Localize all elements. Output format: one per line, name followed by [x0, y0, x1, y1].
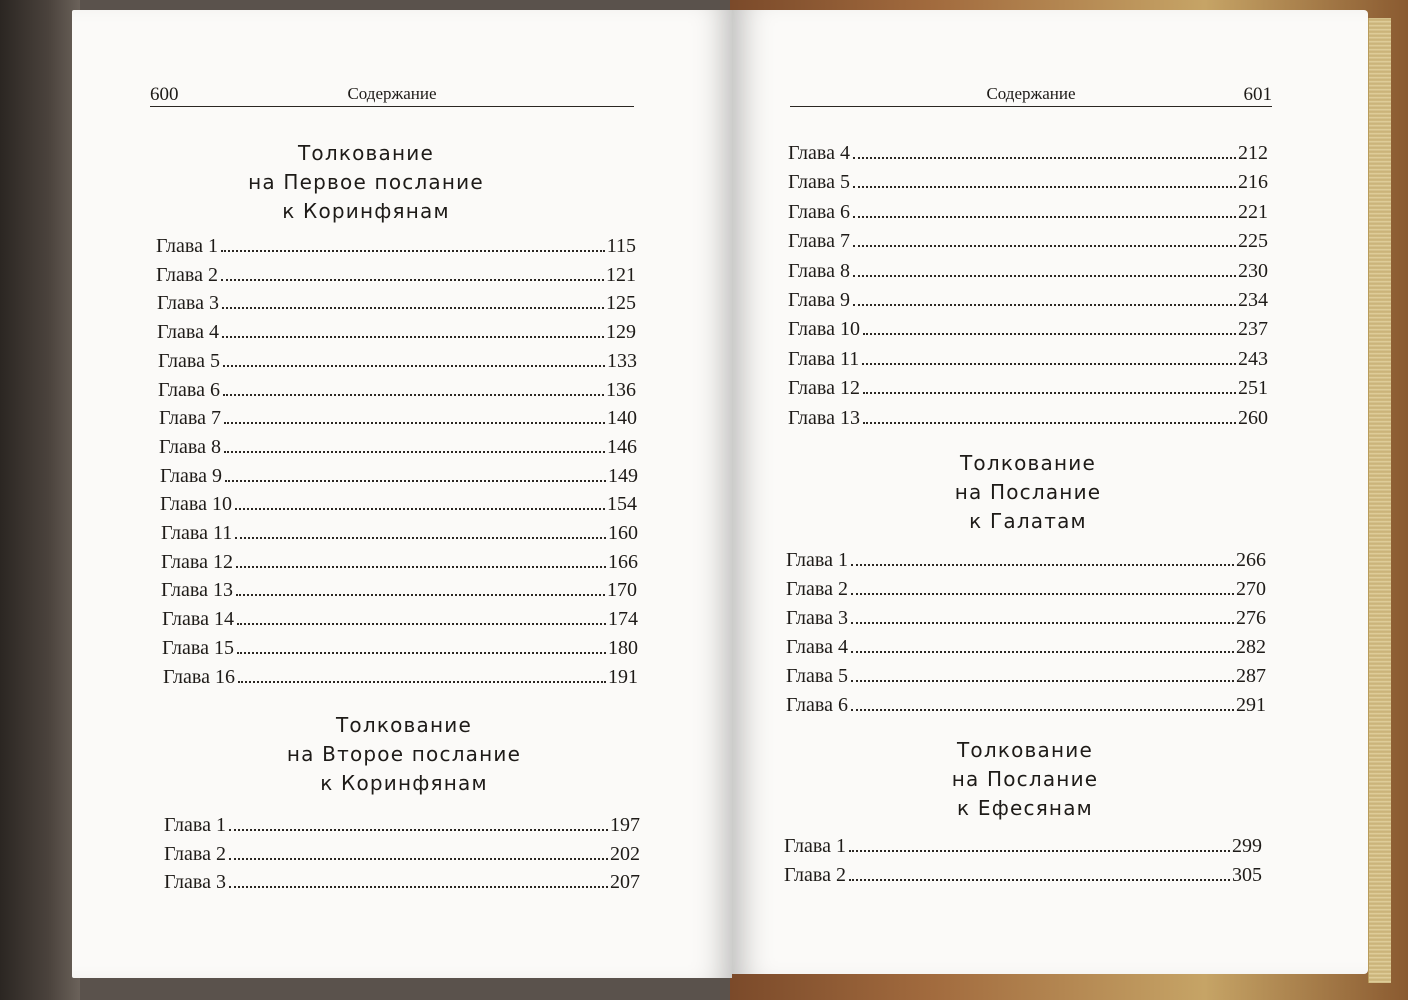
dot-leader [849, 879, 1230, 881]
dot-leader [851, 593, 1234, 595]
toc-entry-page: 180 [608, 637, 638, 659]
right-running-title: Содержание [986, 84, 1076, 103]
section-heading-line: Толкование [960, 451, 1096, 475]
toc-entry [784, 829, 1262, 858]
toc-entry [786, 688, 1266, 717]
toc-entry-page: 291 [1236, 694, 1266, 716]
toc-entry-label: Глава 11 [161, 522, 233, 544]
toc-entry-page: 299 [1232, 835, 1262, 857]
toc-entry-page: 170 [607, 579, 637, 601]
left-page-number: 600 [150, 84, 179, 105]
toc-entry-page: 125 [606, 292, 636, 314]
section-heading-line: на Второе послание [286, 742, 522, 766]
section-heading-line: к Галатам [969, 509, 1087, 533]
toc-entry [788, 136, 1268, 165]
toc-entry [163, 660, 638, 689]
toc-entry-page: 225 [1238, 230, 1268, 252]
toc-entry-label: Глава 5 [788, 171, 850, 193]
dot-leader [223, 394, 604, 396]
toc-entry-label: Глава 3 [786, 607, 848, 629]
dot-leader [236, 594, 605, 596]
dot-leader [853, 216, 1236, 218]
dot-leader [229, 886, 608, 888]
dot-leader [229, 829, 608, 831]
section-heading-line: к Коринфянам [320, 771, 488, 795]
toc-entry [164, 837, 640, 866]
dot-leader [223, 365, 605, 367]
dot-leader [236, 566, 606, 568]
toc-entry [788, 224, 1268, 253]
dot-leader [222, 336, 604, 338]
section-heading-line: к Ефесянам [957, 796, 1093, 820]
section-heading-line: Толкование [336, 713, 472, 737]
toc-entry-label: Глава 3 [164, 871, 226, 893]
toc-entry [156, 258, 636, 287]
toc-entry-label: Глава 10 [160, 493, 232, 515]
toc-entry-label: Глава 2 [156, 264, 218, 286]
toc-entry [157, 286, 636, 315]
toc-entry-page: 121 [606, 264, 636, 286]
toc-entry-label: Глава 10 [788, 318, 860, 340]
dot-leader [237, 652, 606, 654]
right-running-head [790, 78, 1272, 107]
left-running-title: Содержание [347, 84, 437, 103]
toc-entry-label: Глава 6 [786, 694, 848, 716]
toc-entry [156, 229, 636, 258]
toc-entry-page: 212 [1238, 142, 1268, 164]
toc-entry-label: Глава 4 [157, 321, 219, 343]
toc-entry-label: Глава 11 [788, 348, 860, 370]
dot-leader [862, 363, 1236, 365]
toc-entry [786, 572, 1266, 601]
toc-entry [162, 602, 638, 631]
toc-entry [788, 342, 1268, 371]
dot-leader [853, 186, 1236, 188]
toc-entry-label: Глава 5 [786, 665, 848, 687]
toc-entry [160, 459, 638, 488]
toc-entry-page: 221 [1238, 201, 1268, 223]
toc-entry [162, 631, 638, 660]
toc-entry-page: 270 [1236, 578, 1266, 600]
dot-leader [863, 333, 1236, 335]
toc-entry-label: Глава 12 [788, 377, 860, 399]
toc-entry [784, 858, 1262, 887]
toc-entry-page: 197 [610, 814, 640, 836]
toc-entry [158, 373, 636, 402]
toc-entry-page: 260 [1238, 407, 1268, 429]
toc-entry-page: 129 [606, 321, 636, 343]
toc-entry [788, 195, 1268, 224]
toc-entry-page: 266 [1236, 549, 1266, 571]
toc-entry-label: Глава 6 [158, 379, 220, 401]
toc-entry [786, 601, 1266, 630]
toc-entry [786, 659, 1266, 688]
dot-leader [221, 250, 605, 252]
toc-entry [788, 371, 1268, 400]
toc-entry [158, 344, 637, 373]
section-heading [825, 736, 1225, 823]
dot-leader [851, 680, 1234, 682]
dot-leader [851, 622, 1234, 624]
dot-leader [235, 537, 606, 539]
toc-entry-label: Глава 12 [161, 551, 233, 573]
toc-entry-page: 160 [608, 522, 638, 544]
dot-leader [863, 422, 1236, 424]
toc-entry [788, 254, 1268, 283]
toc-entry-page: 140 [607, 407, 637, 429]
toc-entry-label: Глава 7 [159, 407, 221, 429]
toc-entry-page: 136 [606, 379, 636, 401]
toc-entry [164, 808, 640, 837]
toc-entry [161, 545, 638, 574]
left-running-head [150, 78, 634, 107]
toc-entry [788, 312, 1268, 341]
page-edges [1368, 18, 1391, 983]
toc-entry-page: 166 [608, 551, 638, 573]
toc-entry-label: Глава 2 [786, 578, 848, 600]
section-heading [204, 711, 604, 798]
toc-entry-label: Глава 16 [163, 666, 235, 688]
toc-entry [788, 165, 1268, 194]
toc-entry-label: Глава 2 [784, 864, 846, 886]
toc-entry [161, 573, 637, 602]
dot-leader [235, 508, 605, 510]
toc-entry-page: 276 [1236, 607, 1266, 629]
section-heading-line: Толкование [298, 141, 434, 165]
toc-entry-page: 234 [1238, 289, 1268, 311]
toc-entry [160, 487, 637, 516]
toc-entry-page: 305 [1232, 864, 1262, 886]
toc-entry-label: Глава 5 [158, 350, 220, 372]
toc-entry-page: 115 [606, 235, 636, 257]
toc-entry [159, 401, 637, 430]
toc-entry [786, 630, 1266, 659]
toc-entry-label: Глава 1 [786, 549, 848, 571]
toc-entry-page: 146 [607, 436, 637, 458]
dot-leader [853, 157, 1236, 159]
section-heading-line: к Коринфянам [282, 199, 450, 223]
toc-entry-label: Глава 2 [164, 843, 226, 865]
toc-entry [157, 315, 636, 344]
table-background-left [0, 0, 80, 1000]
dot-leader [853, 304, 1236, 306]
toc-entry-label: Глава 9 [788, 289, 850, 311]
section-heading-line: на Послание [954, 480, 1102, 504]
toc-entry-page: 237 [1238, 318, 1268, 340]
dot-leader [237, 623, 606, 625]
toc-entry-label: Глава 3 [157, 292, 219, 314]
toc-entry-label: Глава 1 [156, 235, 218, 257]
toc-entry-label: Глава 6 [788, 201, 850, 223]
toc-entry [164, 865, 640, 894]
toc-entry-page: 154 [607, 493, 637, 515]
toc-entry-page: 202 [610, 843, 640, 865]
dot-leader [225, 480, 606, 482]
dot-leader [849, 850, 1230, 852]
toc-entry [786, 543, 1266, 572]
section-heading-line: Толкование [957, 738, 1093, 762]
toc-entry-page: 207 [610, 871, 640, 893]
toc-entry-page: 230 [1238, 260, 1268, 282]
dot-leader [853, 245, 1236, 247]
dot-leader [224, 451, 605, 453]
toc-entry-label: Глава 15 [162, 637, 234, 659]
toc-entry-label: Глава 8 [788, 260, 850, 282]
dot-leader [851, 564, 1234, 566]
toc-entry-page: 149 [608, 465, 638, 487]
toc-entry-label: Глава 1 [164, 814, 226, 836]
toc-entry-label: Глава 7 [788, 230, 850, 252]
dot-leader [853, 275, 1236, 277]
toc-entry-label: Глава 4 [786, 636, 848, 658]
dot-leader [863, 392, 1236, 394]
right-page-number: 601 [1243, 84, 1272, 105]
section-heading [166, 139, 566, 226]
toc-entry-page: 133 [607, 350, 637, 372]
dot-leader [229, 858, 608, 860]
dot-leader [851, 651, 1234, 653]
dot-leader [222, 307, 604, 309]
toc-entry [788, 401, 1268, 430]
toc-entry [788, 283, 1268, 312]
dot-leader [224, 422, 605, 424]
toc-entry-page: 287 [1236, 665, 1266, 687]
toc-entry-label: Глава 13 [788, 407, 860, 429]
section-heading-line: на Первое послание [248, 170, 484, 194]
toc-entry-page: 251 [1238, 377, 1268, 399]
toc-entry-page: 216 [1238, 171, 1268, 193]
dot-leader [221, 279, 604, 281]
section-heading [828, 449, 1228, 536]
toc-entry-label: Глава 1 [784, 835, 846, 857]
toc-entry-page: 191 [608, 666, 638, 688]
toc-entry-page: 243 [1238, 348, 1268, 370]
toc-entry-page: 174 [608, 608, 638, 630]
toc-entry-page: 282 [1236, 636, 1266, 658]
toc-entry-label: Глава 9 [160, 465, 222, 487]
toc-entry-label: Глава 13 [161, 579, 233, 601]
toc-entry [159, 430, 637, 459]
toc-entry-label: Глава 14 [162, 608, 234, 630]
toc-entry [161, 516, 638, 545]
toc-entry-label: Глава 4 [788, 142, 850, 164]
dot-leader [851, 709, 1234, 711]
dot-leader [238, 681, 606, 683]
section-heading-line: на Послание [951, 767, 1099, 791]
toc-entry-label: Глава 8 [159, 436, 221, 458]
